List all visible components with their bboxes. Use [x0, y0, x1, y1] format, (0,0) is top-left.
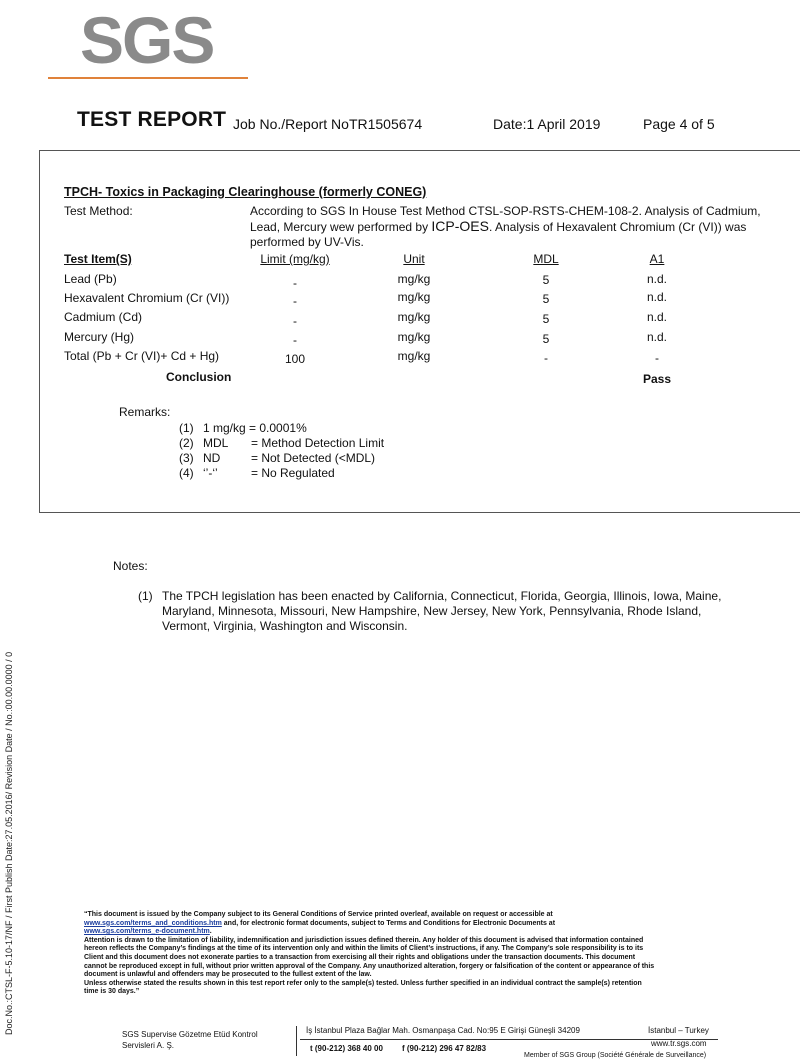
test-method-line-1: According to SGS In House Test Method CTSL-SOP-RSTS-CHEM-108-2. Analysis of Cadmium, — [250, 204, 761, 218]
fine-line-5: hereon reflects the Company’s findings at the time of its intervention only and within the limits of Client’s instructions, if any. The Company’s sole responsibility is to its — [84, 945, 644, 953]
fine-line-4: Attention is drawn to the limitation of liability, indemnification and jurisdiction issues defined therein. Any holder of this document is advised that information contained — [84, 936, 644, 944]
remark-num: (3) — [179, 451, 194, 465]
fine-line-2 — [84, 920, 749, 929]
remark-num: (1) — [179, 421, 194, 435]
remark-num: (4) — [179, 466, 194, 480]
remark-term: ‘’-‘’ — [203, 466, 218, 480]
icp-oes-text: ICP-OES — [431, 218, 489, 234]
fine-line-9: Unless otherwise stated the results shown in this test report refer only to the sample(s) tested. Unless further specified in an individual contract the sample(s) retention — [84, 979, 642, 987]
table-row-limit: - — [293, 294, 297, 308]
test-method-text — [250, 204, 785, 250]
conclusion-value: Pass — [642, 372, 672, 386]
remark-def: = No Regulated — [251, 466, 335, 480]
table-row-unit: mg/kg — [397, 349, 431, 363]
col-header-mdl: MDL — [533, 252, 559, 266]
col-header-a1: A1 — [649, 252, 665, 266]
fine-line-3 — [84, 928, 749, 937]
logo-text: SGS — [80, 3, 214, 77]
test-method-line-3: performed by UV-Vis. — [250, 235, 364, 249]
table-row-limit: - — [293, 333, 297, 347]
table-row-a1: n.d. — [646, 290, 668, 304]
report-date: Date:1 April 2019 — [493, 116, 601, 132]
document-number-side-text: Doc.No.:CTSL-F-5.10-17/NF / First Publish Date:27.05.2016/ Revision Date / No.:00.00.0000 / 0 — [4, 651, 14, 1035]
legal-fine-print — [84, 911, 749, 997]
note-line-3: Vermont, Virginia, Washington and Wisconsin. — [162, 619, 408, 633]
table-row-limit: - — [293, 314, 297, 328]
footer-separator — [296, 1026, 297, 1056]
remarks-label: Remarks: — [119, 405, 171, 419]
remark-term: 1 mg/kg = 0.0001% — [203, 421, 307, 435]
table-row-item: Lead (Pb) — [64, 272, 117, 286]
test-method-label: Test Method: — [64, 204, 133, 218]
fine-line-1: “This document is issued by the Company subject to its General Conditions of Service printed overleaf, available on request or accessible at — [84, 911, 553, 918]
remark-def: = Method Detection Limit — [251, 436, 385, 450]
table-row-limit: - — [293, 276, 297, 290]
fine-line-8: document is unlawful and offenders may be prosecuted to the fullest extent of the law. — [84, 971, 372, 979]
remark-term: ND — [203, 451, 221, 465]
table-row-a1: - — [655, 351, 659, 365]
table-row-item: Mercury (Hg) — [64, 330, 135, 344]
logo-accent-line — [48, 77, 248, 79]
note-text — [162, 589, 742, 634]
page-number: Page 4 of 5 — [643, 116, 715, 132]
fine-line-6: Client and this document does not exonerate parties to a transaction from exercising all their rights and obligations under the transaction documents. This document — [84, 953, 636, 961]
table-row-limit: 100 — [284, 352, 306, 366]
test-method-line-2c: . Analysis of Hexavalent Chromium (Cr (VI)) was — [488, 220, 747, 234]
section-title: TPCH- Toxics in Packaging Clearinghouse (formerly CONEG) — [64, 185, 427, 199]
footer-fax: f (90-212) 296 47 82/83 — [402, 1044, 487, 1053]
remark-def: = Not Detected (<MDL) — [251, 451, 376, 465]
table-row-a1: n.d. — [646, 272, 668, 286]
footer-website[interactable]: www.tr.sgs.com — [651, 1039, 707, 1048]
col-header-test-item: Test Item(S) — [64, 252, 132, 266]
table-row-a1: n.d. — [646, 330, 668, 344]
table-row-unit: mg/kg — [397, 290, 431, 304]
note-number: (1) — [138, 589, 153, 603]
job-number: Job No./Report NoTR1505674 — [233, 116, 423, 132]
footer-member-text: Member of SGS Group (Société Générale de Surveillance) — [524, 1052, 707, 1059]
table-row-a1: n.d. — [646, 310, 668, 324]
footer-phone: t (90-212) 368 40 00 — [310, 1044, 383, 1053]
terms-link[interactable]: www.sgs.com/terms_and_conditions.htm — [84, 919, 222, 927]
footer-company-line-2: Servisleri A. Ş. — [122, 1041, 175, 1050]
fine-line-2-text: and, for electronic format documents, subject to Terms and Conditions for Electronic Documents at — [221, 919, 556, 927]
sgs-logo — [80, 3, 214, 78]
table-row-unit: mg/kg — [397, 330, 431, 344]
test-method-line-2 — [250, 219, 785, 235]
e-document-terms-link[interactable]: www.sgs.com/terms_e-document.htm — [84, 928, 210, 936]
remark-num: (2) — [179, 436, 194, 450]
col-header-limit: Limit (mg/kg) — [260, 252, 330, 266]
table-row-mdl: 5 — [542, 292, 550, 306]
footer-city: İstanbul – Turkey — [648, 1026, 709, 1035]
fine-line-10: time is 30 days.” — [84, 988, 140, 996]
fine-line-7: cannot be reproduced except in full, without prior written approval of the Company. Any unauthorized alteration, forgery or falsification of the content or appearance of this — [84, 962, 655, 970]
table-row-item: Total (Pb + Cr (VI)+ Cd + Hg) — [64, 349, 220, 363]
col-header-unit: Unit — [403, 252, 425, 266]
notes-label: Notes: — [113, 559, 148, 573]
note-line-2: Maryland, Minnesota, Missouri, New Hampshire, New Jersey, New York, Pennsylvania, Rhode Island, — [162, 604, 702, 618]
footer-address: İş İstanbul Plaza Bağlar Mah. Osmanpaşa Cad. No:95 E Girişi Güneşli 34209 — [306, 1026, 580, 1035]
table-row-mdl: 5 — [542, 273, 550, 287]
footer-company-line-1: SGS Supervise Gözetme Etüd Kontrol — [122, 1030, 258, 1039]
fine-line-3-text: . — [209, 928, 212, 936]
table-row-item: Cadmium (Cd) — [64, 310, 143, 324]
table-row-mdl: - — [544, 351, 548, 365]
test-method-line-2a: Lead, Mercury wew performed by — [250, 220, 432, 234]
remark-term: MDL — [203, 436, 229, 450]
table-row-mdl: 5 — [542, 332, 550, 346]
table-row-unit: mg/kg — [397, 272, 431, 286]
conclusion-label: Conclusion — [166, 370, 232, 384]
table-row-unit: mg/kg — [397, 310, 431, 324]
note-line-1: The TPCH legislation has been enacted by California, Connecticut, Florida, Georgia, Illinois, Iowa, Maine, — [162, 589, 722, 603]
table-row-mdl: 5 — [542, 312, 550, 326]
report-title: TEST REPORT — [77, 108, 227, 131]
table-row-item: Hexavalent Chromium (Cr (VI)) — [64, 291, 230, 305]
